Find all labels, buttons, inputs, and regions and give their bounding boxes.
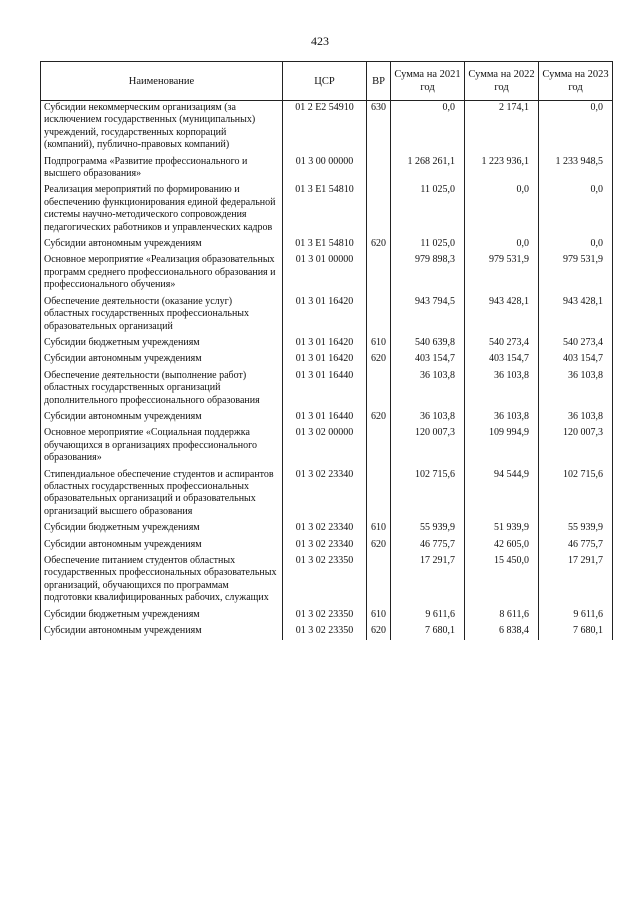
row-name: Субсидии автономным учреждениям [41, 410, 283, 426]
row-csr: 01 2 E2 54910 [283, 101, 367, 155]
row-vr: 610 [367, 336, 391, 352]
row-vr: 610 [367, 521, 391, 537]
row-csr: 01 3 E1 54810 [283, 237, 367, 253]
table-row [41, 410, 613, 426]
row-name: Обеспечение деятельности (выполнение работ) областных государственных организаций дополнительного профессионального образования [41, 369, 283, 410]
row-sum-2022: 51 939,9 [465, 521, 539, 537]
row-name: Субсидии автономным учреждениям [41, 624, 283, 640]
row-vr [367, 554, 391, 608]
row-vr: 620 [367, 410, 391, 426]
row-sum-2023: 36 103,8 [539, 369, 613, 410]
row-sum-2022: 2 174,1 [465, 101, 539, 155]
row-csr: 01 3 01 16440 [283, 410, 367, 426]
row-sum-2022: 109 994,9 [465, 426, 539, 467]
row-sum-2023: 0,0 [539, 237, 613, 253]
row-csr: 01 3 02 23340 [283, 538, 367, 554]
row-vr: 620 [367, 237, 391, 253]
row-sum-2021: 120 007,3 [391, 426, 465, 467]
row-sum-2022: 403 154,7 [465, 352, 539, 368]
row-sum-2022: 8 611,6 [465, 608, 539, 624]
row-sum-2021: 102 715,6 [391, 468, 465, 522]
row-csr: 01 3 02 23350 [283, 554, 367, 608]
row-sum-2023: 943 428,1 [539, 295, 613, 336]
row-csr: 01 3 01 16420 [283, 295, 367, 336]
row-vr: 620 [367, 624, 391, 640]
row-sum-2022: 943 428,1 [465, 295, 539, 336]
row-name: Основное мероприятие «Социальная поддержка обучающихся в организациях профессионального образования» [41, 426, 283, 467]
table-row [41, 352, 613, 368]
header-sum-2023: Сумма на 2023 год [539, 62, 613, 101]
table-row [41, 237, 613, 253]
row-csr: 01 3 01 16440 [283, 369, 367, 410]
row-vr: 610 [367, 608, 391, 624]
page-number: 423 [311, 34, 329, 48]
row-vr [367, 426, 391, 467]
row-sum-2021: 46 775,7 [391, 538, 465, 554]
table-row [41, 183, 613, 237]
row-sum-2023: 0,0 [539, 101, 613, 155]
row-name: Субсидии бюджетным учреждениям [41, 336, 283, 352]
row-csr: 01 3 E1 54810 [283, 183, 367, 237]
row-name: Основное мероприятие «Реализация образовательных программ среднего профессионального образования и профессионального обучения» [41, 253, 283, 294]
row-csr: 01 3 01 00000 [283, 253, 367, 294]
header-sum-2021: Сумма на 2021 год [391, 62, 465, 101]
row-sum-2021: 55 939,9 [391, 521, 465, 537]
row-vr [367, 468, 391, 522]
row-csr: 01 3 02 23340 [283, 521, 367, 537]
row-vr [367, 253, 391, 294]
table-row [41, 538, 613, 554]
row-sum-2023: 403 154,7 [539, 352, 613, 368]
row-name: Подпрограмма «Развитие профессионального и высшего образования» [41, 155, 283, 184]
row-vr [367, 369, 391, 410]
row-vr [367, 183, 391, 237]
row-sum-2022: 979 531,9 [465, 253, 539, 294]
row-name: Обеспечение питанием студентов областных государственных профессиональных образовательных организаций, обучающихся по программам подготовки квалифицированных рабочих, служащих [41, 554, 283, 608]
row-csr: 01 3 00 00000 [283, 155, 367, 184]
table-body [41, 101, 613, 641]
row-sum-2021: 7 680,1 [391, 624, 465, 640]
row-sum-2022: 36 103,8 [465, 410, 539, 426]
table-row [41, 369, 613, 410]
table-row [41, 554, 613, 608]
row-sum-2023: 120 007,3 [539, 426, 613, 467]
row-sum-2023: 36 103,8 [539, 410, 613, 426]
row-sum-2023: 17 291,7 [539, 554, 613, 608]
row-sum-2022: 36 103,8 [465, 369, 539, 410]
table-row [41, 336, 613, 352]
row-csr: 01 3 01 16420 [283, 352, 367, 368]
row-sum-2021: 17 291,7 [391, 554, 465, 608]
table-row [41, 253, 613, 294]
budget-table [40, 61, 613, 640]
row-sum-2023: 46 775,7 [539, 538, 613, 554]
row-vr: 630 [367, 101, 391, 155]
row-name: Субсидии автономным учреждениям [41, 352, 283, 368]
row-vr: 620 [367, 352, 391, 368]
row-sum-2022: 540 273,4 [465, 336, 539, 352]
row-name: Стипендиальное обеспечение студентов и аспирантов областных государственных профессиональных образовательных организаций и образовательных организаций высшего образования [41, 468, 283, 522]
row-sum-2022: 6 838,4 [465, 624, 539, 640]
row-sum-2022: 94 544,9 [465, 468, 539, 522]
row-sum-2021: 1 268 261,1 [391, 155, 465, 184]
row-sum-2023: 1 233 948,5 [539, 155, 613, 184]
header-vr: ВР [367, 62, 391, 101]
table-row [41, 521, 613, 537]
row-sum-2023: 540 273,4 [539, 336, 613, 352]
row-name: Субсидии бюджетным учреждениям [41, 521, 283, 537]
table-row [41, 101, 613, 155]
row-vr [367, 155, 391, 184]
row-vr: 620 [367, 538, 391, 554]
table-header [41, 62, 613, 101]
table-row [41, 608, 613, 624]
row-name: Субсидии автономным учреждениям [41, 237, 283, 253]
row-name: Обеспечение деятельности (оказание услуг) областных государственных профессиональных образовательных организаций [41, 295, 283, 336]
row-sum-2021: 11 025,0 [391, 237, 465, 253]
row-csr: 01 3 01 16420 [283, 336, 367, 352]
row-name: Субсидии автономным учреждениям [41, 538, 283, 554]
row-sum-2023: 0,0 [539, 183, 613, 237]
header-sum-2022: Сумма на 2022 год [465, 62, 539, 101]
header-name: Наименование [41, 62, 283, 101]
table-row [41, 426, 613, 467]
row-name: Реализация мероприятий по формированию и обеспечению функционирования единой федеральной системы научно-методического сопровождения педагогических работников и управленческих кадров [41, 183, 283, 237]
table-row [41, 295, 613, 336]
row-sum-2021: 36 103,8 [391, 369, 465, 410]
row-name: Субсидии некоммерческим организациям (за исключением государственных (муниципальных) учреждений, государственных корпораций (компаний), публично-правовых компаний) [41, 101, 283, 155]
row-sum-2022: 0,0 [465, 237, 539, 253]
row-csr: 01 3 02 00000 [283, 426, 367, 467]
row-sum-2021: 0,0 [391, 101, 465, 155]
row-csr: 01 3 02 23350 [283, 608, 367, 624]
table-row [41, 155, 613, 184]
row-vr [367, 295, 391, 336]
row-csr: 01 3 02 23340 [283, 468, 367, 522]
row-csr: 01 3 02 23350 [283, 624, 367, 640]
row-sum-2021: 9 611,6 [391, 608, 465, 624]
row-sum-2021: 403 154,7 [391, 352, 465, 368]
row-name: Субсидии бюджетным учреждениям [41, 608, 283, 624]
table-row [41, 468, 613, 522]
row-sum-2021: 540 639,8 [391, 336, 465, 352]
row-sum-2021: 11 025,0 [391, 183, 465, 237]
row-sum-2022: 15 450,0 [465, 554, 539, 608]
row-sum-2022: 1 223 936,1 [465, 155, 539, 184]
row-sum-2023: 7 680,1 [539, 624, 613, 640]
row-sum-2022: 0,0 [465, 183, 539, 237]
row-sum-2023: 102 715,6 [539, 468, 613, 522]
header-csr: ЦСР [283, 62, 367, 101]
table-row [41, 624, 613, 640]
row-sum-2023: 55 939,9 [539, 521, 613, 537]
row-sum-2023: 9 611,6 [539, 608, 613, 624]
row-sum-2022: 42 605,0 [465, 538, 539, 554]
row-sum-2021: 979 898,3 [391, 253, 465, 294]
row-sum-2023: 979 531,9 [539, 253, 613, 294]
row-sum-2021: 943 794,5 [391, 295, 465, 336]
row-sum-2021: 36 103,8 [391, 410, 465, 426]
